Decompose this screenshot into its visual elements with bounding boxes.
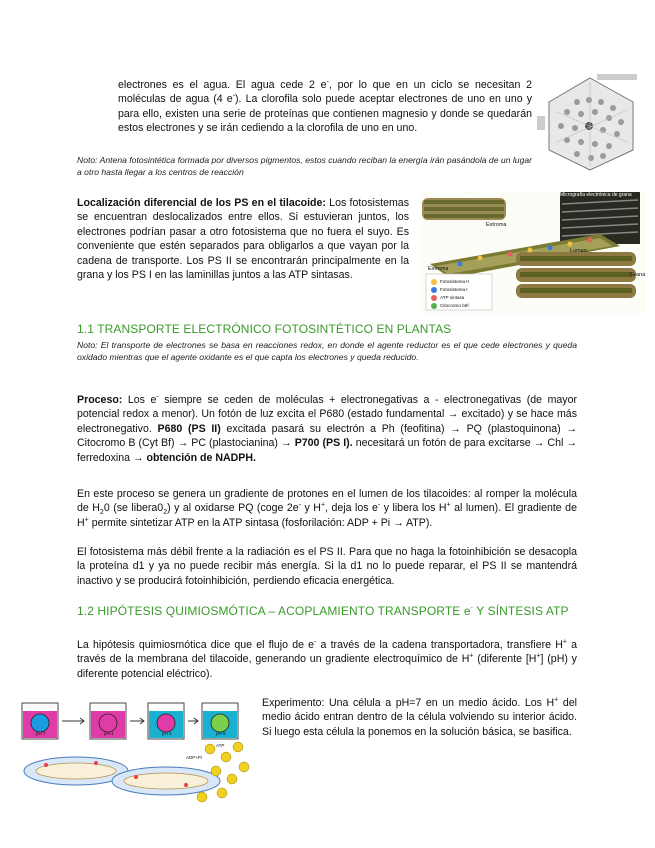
section-heading-1-2: 1.2 HIPÓTESIS QUIMIOSMÓTICA – ACOPLAMIENTO TRANSPORTE e- Y SÍNTESIS ATP bbox=[77, 604, 569, 618]
thylakoid-figure bbox=[420, 192, 646, 314]
intro-paragraph: electrones es el agua. El agua cede 2 e-, por lo que en un ciclo se necesitan 2 moléculas de agua (4 e-). La clorofila solo puede aceptar electrones de uno en uno y para ello, existen una serie de proteínas que contienen magnesio y donde se quedarán estos electrones y se irán cediendo a la clorofila de uno en uno. bbox=[118, 78, 532, 135]
exp-label-ph4-b: pH 4 bbox=[162, 731, 172, 736]
fig-label-estroma-top: Estroma bbox=[460, 194, 479, 200]
fig-legend-3: Citocromo b6f bbox=[440, 303, 469, 308]
fig-legend-2: ATP sintasa bbox=[440, 295, 465, 300]
experimento-paragraph: Experimento: Una célula a pH=7 en un medio ácido. Los H+ del medio ácido entran dentro de la célula volviendo su interior ácido. Si luego esta célula la ponemos en la solución básica, se basifica. bbox=[262, 696, 577, 738]
proceso-paragraph: Proceso: Los e- siempre se ceden de moléculas + electronegativas a - electronegativas (de mayor potencial redox a menor). Un fotón de luz excita el P680 (estado fundamental → excitado) y se hace más electronegativo. P680 (PS II) excitada pasará su electrón a Ph (feofitina) → PQ (plastoquinona) → Citocromo B (Cyt Bf) → PC (plastocianina) → P700 (PS I). necesitará un fotón de para excitarse → Chl → ferredoxina → obtención de NADPH. bbox=[77, 393, 578, 464]
section1-note: Noto: El transporte de electrones se basa en reacciones redox, en donde el agente reductor es el que cede electrones y queda oxidado mientras que el agente oxidante es el que capta los electrones y queda reducido. bbox=[77, 340, 577, 362]
exp-label-adp: ADP+Pi bbox=[186, 755, 202, 760]
exp-label-ph7: pH 7 bbox=[36, 731, 46, 736]
fig-label-estroma-mid: Estroma bbox=[486, 222, 507, 228]
exp-label-ph4-a: pH 4 bbox=[104, 731, 114, 736]
exp-label-ph8: pH 8 bbox=[216, 731, 226, 736]
quimiosmotica-paragraph: La hipótesis quimiosmótica dice que el flujo de e- a través de la cadena transportadora, transfiere H+ a través de la membrana del tilacoide, generando un gradiente electroquímico de H+ (diferente [H+] (pH) y diferente potencial eléctrico). bbox=[77, 638, 577, 680]
localizacion-paragraph: Localización diferencial de los PS en el tilacoide: Los fotosistemas se encuentran deslocalizados entre ellos. Si estuvieran juntos, los electrones podrían pasar a otro fotosistema que no fuera el suyo. Es conveniente que estén separados para obligarlos a que vayan por la cadena de transporte. Los PS II se encontrarán principalmente en la grana y los PS I en las laminillas juntos a las ATP sintasas. bbox=[77, 197, 409, 282]
fig-legend-0: Fotosistema II bbox=[440, 279, 469, 284]
fig-label-estroma-left: Estroma bbox=[428, 266, 449, 272]
exp-label-atp: ATP bbox=[216, 743, 225, 748]
antenna-note: Noto: Antena fotosintética formada por diversos pigmentos, estos cuando reciban la energía irán pasándola de un lugar a otro hasta llegar a los centros de reacción bbox=[77, 155, 532, 177]
fig-label-grana: Grana bbox=[630, 272, 646, 278]
fig-label-lumen: Lumen bbox=[570, 248, 587, 254]
fig-legend-1: Fotosistema I bbox=[440, 287, 468, 292]
experiment-graphic bbox=[16, 693, 254, 805]
fotosistema-debil-paragraph: El fotosistema más débil frente a la radiación es el PS II. Para que no haga la fotoinhibición se desacopla la proteína d1 y ya no puede recibir más energía. Si la d1 no lo puede reparar, el PS II se mantendrá inactivo y se producirá fotoinhibición, perdiendo eficacia energética. bbox=[77, 546, 577, 587]
gradiente-paragraph: En este proceso se genera un gradiente de protones en el lumen de los tilacoides: al romper la molécula de $H_20$ (se $libera0_2$) y al oxidarse PQ (coge 2e- y H+, deja los e- y libera los H+ al lumen). El gradiente de H+ permite sintetizar ATP en la ATP sintasa (fosforilación: ADP + Pi → ATP). bbox=[77, 488, 577, 529]
section-heading-1-1: 1.1 TRANSPORTE ELECTRÓNICO FOTOSINTÉTICO EN PLANTAS bbox=[77, 322, 452, 336]
antenna-hexagon-graphic bbox=[537, 72, 643, 172]
fig-label-micrografia: Micrografía electrónica de grana bbox=[560, 192, 640, 198]
experiment-figure bbox=[16, 693, 254, 805]
antenna-figure bbox=[537, 72, 643, 172]
